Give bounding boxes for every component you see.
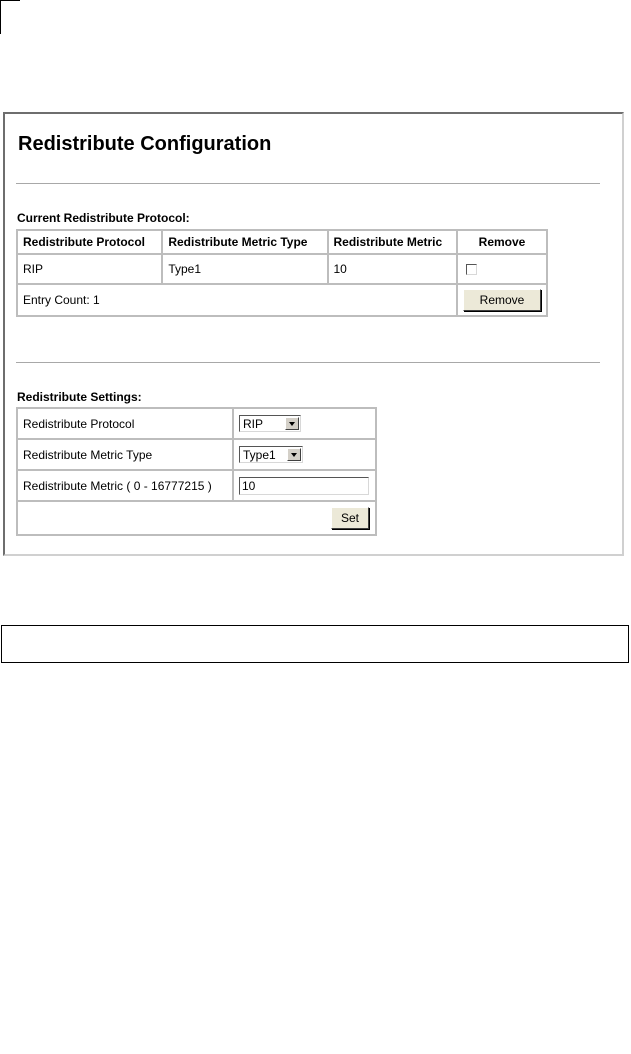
row-metric-type-cell: Type1: [162, 254, 327, 284]
table-row: [17, 254, 547, 284]
protocol-select-value: RIP: [243, 416, 264, 431]
settings-heading: Redistribute Settings:: [17, 390, 142, 404]
col-metric-type-header: Redistribute Metric Type: [162, 230, 327, 254]
entry-count: Entry Count: 1: [17, 284, 457, 316]
col-protocol-header: Redistribute Protocol: [17, 230, 162, 254]
row-protocol-cell: RIP: [17, 254, 162, 284]
remove-button-cell: [457, 284, 547, 316]
metric-type-select-cell: [233, 439, 376, 470]
setting-row-protocol: [17, 408, 376, 439]
chevron-down-icon[interactable]: [287, 448, 301, 461]
setting-row-metric-type: [17, 439, 376, 470]
remove-button[interactable]: Remove: [463, 289, 541, 311]
current-protocol-table: [16, 229, 548, 317]
metric-input-cell: [233, 470, 376, 501]
metric-label: Redistribute Metric ( 0 - 16777215 ): [17, 470, 233, 501]
col-metric-header: Redistribute Metric: [328, 230, 458, 254]
chevron-down-icon[interactable]: [285, 417, 299, 430]
divider-middle: [16, 362, 600, 364]
crop-mark-horizontal: [0, 0, 20, 1]
crop-mark-vertical: [0, 0, 1, 34]
protocol-select-cell: [233, 408, 376, 439]
metric-type-select-value: Type1: [243, 447, 276, 462]
table-header-row: [17, 230, 547, 254]
page-title: Redistribute Configuration: [18, 133, 272, 155]
caption-box: [1, 625, 629, 663]
protocol-select[interactable]: [239, 415, 301, 432]
current-protocol-heading: Current Redistribute Protocol:: [17, 211, 190, 225]
setting-row-metric: [17, 470, 376, 501]
set-button[interactable]: Set: [331, 507, 369, 529]
table-footer-row: [17, 284, 547, 316]
checkbox-icon[interactable]: [466, 264, 477, 275]
metric-input[interactable]: [239, 477, 369, 495]
row-remove-cell: [457, 254, 547, 284]
row-metric-cell: 10: [328, 254, 458, 284]
config-panel: [3, 112, 624, 556]
setting-row-actions: [17, 501, 376, 535]
metric-type-label: Redistribute Metric Type: [17, 439, 233, 470]
divider-top: [16, 183, 600, 185]
metric-type-select[interactable]: [239, 446, 303, 463]
set-button-cell: [17, 501, 376, 535]
settings-table: [16, 407, 377, 536]
col-remove-header: Remove: [457, 230, 547, 254]
protocol-label: Redistribute Protocol: [17, 408, 233, 439]
